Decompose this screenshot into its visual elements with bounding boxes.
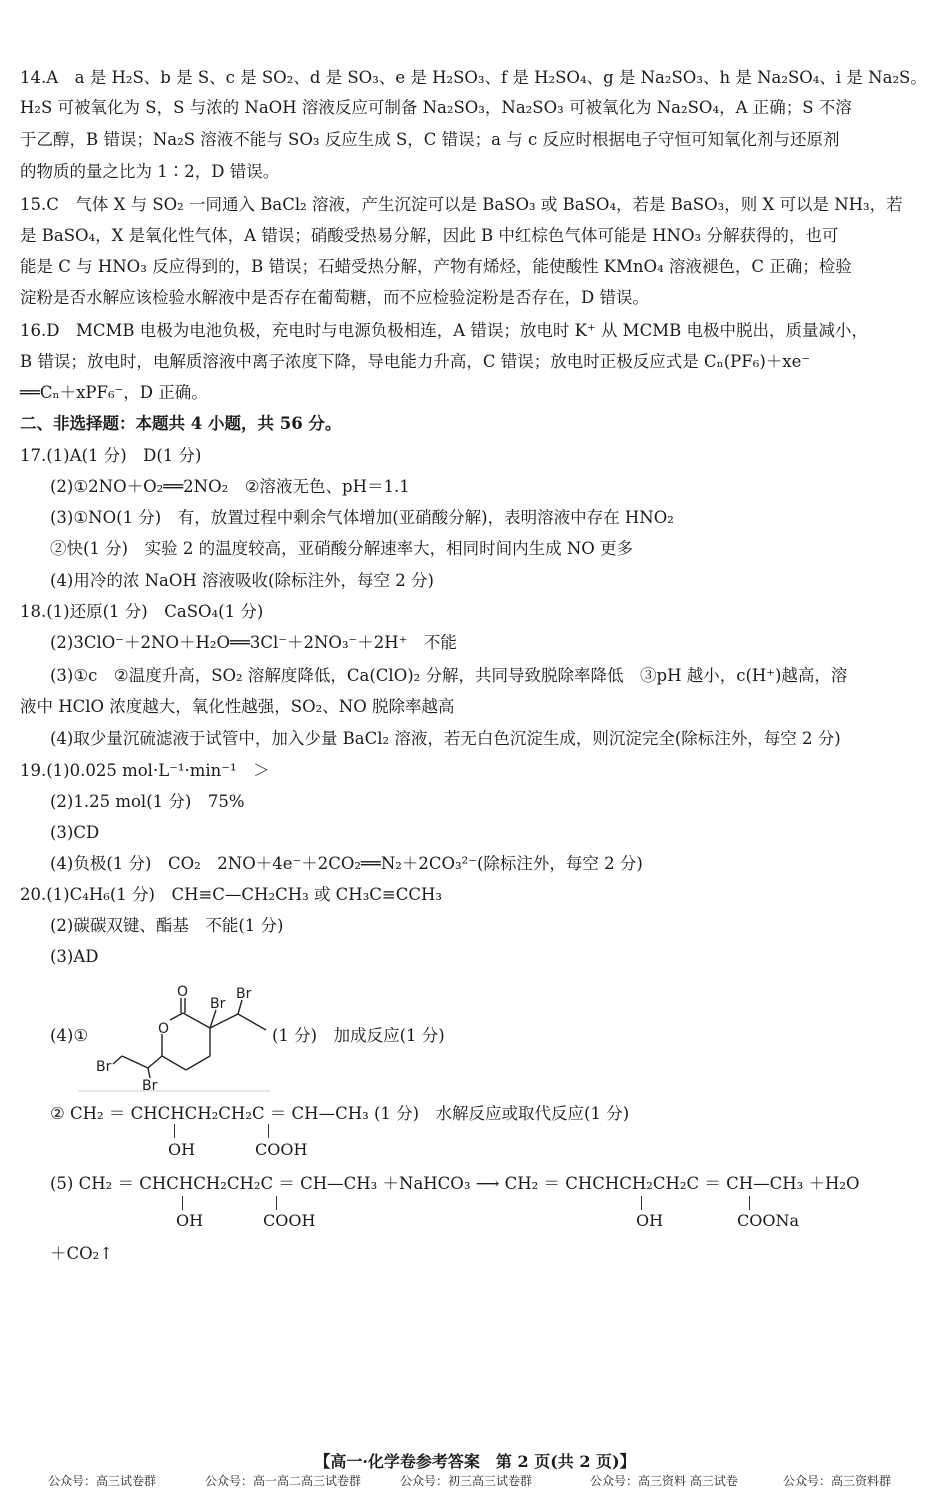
- watermark-text-1: 公众号：高三试卷群: [48, 1474, 157, 1488]
- oh-label-3: OH: [636, 1211, 664, 1230]
- carbonyl-oxygen-label: O: [177, 984, 189, 1000]
- q15-line-1: 15.C 气体 X 与 SO₂ 一同通入 BaCl₂ 溶液，产生沉淀可以是 BaSO₃ 或 BaSO₄，若是 BaSO₃，则 X 可以是 NH₃，若: [20, 195, 903, 214]
- q18-line-2: (2)3ClO⁻＋2NO＋H₂O══3Cl⁻＋2NO₃⁻＋2H⁺ 不能: [50, 633, 457, 652]
- cooh-bond-line: [268, 1124, 270, 1138]
- bromine-label-3: Br: [96, 1059, 112, 1075]
- q20-line-2: (2)碳碳双键、酯基 不能(1 分): [50, 916, 284, 935]
- section-2-heading: 二、非选择题：本题共 4 小题，共 56 分。: [20, 414, 342, 433]
- bromine-label-1: Br: [210, 996, 226, 1012]
- q20-4-text: (1 分) 加成反应(1 分): [272, 1026, 445, 1045]
- cooh-label-1: COOH: [255, 1140, 308, 1159]
- q14-line-2: H₂S 可被氧化为 S，S 与浓的 NaOH 溶液反应可制备 Na₂SO₃，Na₂SO₃ 可被氧化为 Na₂SO₄，A 正确；S 不溶: [20, 98, 852, 117]
- q14-line-3: 于乙醇，B 错误；Na₂S 溶液不能与 SO₃ 反应生成 S，C 错误；a 与 c 反应时根据电子守恒可知氧化剂与还原剂: [20, 130, 840, 149]
- q19-line-1: 19.(1)0.025 mol·L⁻¹·min⁻¹ ＞: [20, 761, 270, 780]
- cooh-label-2: COOH: [263, 1211, 316, 1230]
- q20-4-label: (4)①: [50, 1026, 89, 1045]
- oh-bond-line-2: [182, 1196, 184, 1210]
- q19-line-2: (2)1.25 mol(1 分) 75%: [50, 792, 245, 811]
- q19-line-4: (4)负极(1 分) CO₂ 2NO＋4e⁻＋2CO₂══N₂＋2CO₃²⁻(除标注外，每空 2 分): [50, 854, 643, 873]
- q16-line-3: ══Cₙ＋xPF₆⁻，D 正确。: [20, 383, 208, 402]
- q18-line-4: 液中 HClO 浓度越大，氧化性越强，SO₂、NO 脱除率越高: [20, 697, 455, 716]
- bromine-label-4: Br: [142, 1078, 158, 1093]
- watermark-text-3: 公众号：初三高三试卷群: [400, 1474, 533, 1488]
- q20-line-6: (5) CH₂ ＝ CHCHCH₂CH₂C ＝ CH—CH₃ ＋NaHCO₃ ⟶ CH₂ ＝ CHCHCH₂CH₂C ＝ CH—CH₃ ＋H₂O: [50, 1174, 860, 1193]
- q15-line-4: 淀粉是否水解应该检验水解液中是否存在葡萄糖，而不应检验淀粉是否存在，D 错误。: [20, 288, 649, 307]
- oh-label-1: OH: [168, 1140, 196, 1159]
- lactone-structure-diagram: [78, 978, 278, 1093]
- q17-line-3: (3)①NO(1 分) 有，放置过程中剩余气体增加(亚硝酸分解)，表明溶液中存在 HNO₂: [50, 508, 674, 527]
- cooh-bond-line-2: [276, 1196, 278, 1210]
- watermark-text-4: 公众号：高三资料 高三试卷: [590, 1474, 738, 1488]
- q18-line-3: (3)①c ②温度升高，SO₂ 溶解度降低，Ca(ClO)₂ 分解，共同导致脱除率降低 ③pH 越小，c(H⁺)越高，溶: [50, 666, 848, 685]
- q15-line-2: 是 BaSO₄，X 是氧化性气体，A 错误；硝酸受热易分解，因此 B 中红棕色气体可能是 HNO₃ 分解获得的，也可: [20, 226, 839, 245]
- coona-bond-line: [749, 1196, 751, 1210]
- q15-line-3: 能是 C 与 HNO₃ 反应得到的，B 错误；石蜡受热分解，产物有烯烃，能使酸性 KMnO₄ 溶液褪色，C 正确；检验: [20, 257, 852, 276]
- q20-line-7: ＋CO₂↑: [50, 1244, 114, 1263]
- bromine-label-2: Br: [236, 986, 252, 1002]
- watermark-text-5: 公众号：高三资料群: [783, 1474, 892, 1488]
- q17-line-4: ②快(1 分) 实验 2 的温度较高，亚硝酸分解速率大，相同时间内生成 NO 更多: [50, 539, 634, 558]
- oh-bond-line-3: [641, 1196, 643, 1210]
- oh-bond-line: [174, 1124, 176, 1138]
- q20-line-3: (3)AD: [50, 947, 99, 966]
- coona-label: COONa: [737, 1211, 800, 1230]
- ring-oxygen-label: O: [158, 1021, 170, 1037]
- q16-line-2: B 错误；放电时，电解质溶液中离子浓度下降，导电能力升高，C 错误；放电时正极反应式是 Cₙ(PF₆)＋xe⁻: [20, 352, 811, 371]
- page-footer: 【高一·化学卷参考答案 第 2 页(共 2 页)】: [314, 1452, 636, 1471]
- q20-line-1: 20.(1)C₄H₆(1 分) CH≡C—CH₂CH₃ 或 CH₃C≡CCH₃: [20, 885, 443, 904]
- q16-line-1: 16.D MCMB 电极为电池负极，充电时与电源负极相连，A 错误；放电时 K⁺ 从 MCMB 电极中脱出，质量减小，: [20, 321, 868, 340]
- q17-line-5: (4)用冷的浓 NaOH 溶液吸收(除标注外，每空 2 分): [50, 571, 434, 590]
- oh-label-2: OH: [176, 1211, 204, 1230]
- q17-line-1: 17.(1)A(1 分) D(1 分): [20, 446, 202, 465]
- q18-line-5: (4)取少量沉硫滤液于试管中，加入少量 BaCl₂ 溶液，若无白色沉淀生成，则沉淀完全(除标注外，每空 2 分): [50, 729, 841, 748]
- q17-line-2: (2)①2NO＋O₂══2NO₂ ②溶液无色、pH＝1.1: [50, 477, 410, 496]
- q19-line-3: (3)CD: [50, 823, 100, 842]
- q14-line-4: 的物质的量之比为 1∶2，D 错误。: [20, 162, 280, 181]
- q14-line-1: 14.A a 是 H₂S、b 是 S、c 是 SO₂、d 是 SO₃、e 是 H₂SO₃、f 是 H₂SO₄、g 是 Na₂SO₃、h 是 Na₂SO₄、i 是 Na₂S。: [20, 68, 927, 87]
- watermark-text-2: 公众号：高一高二高三试卷群: [205, 1474, 362, 1488]
- q20-line-5: ② CH₂ ＝ CHCHCH₂CH₂C ＝ CH—CH₃ (1 分) 水解反应或取代反应(1 分): [50, 1104, 630, 1123]
- q18-line-1: 18.(1)还原(1 分) CaSO₄(1 分): [20, 602, 264, 621]
